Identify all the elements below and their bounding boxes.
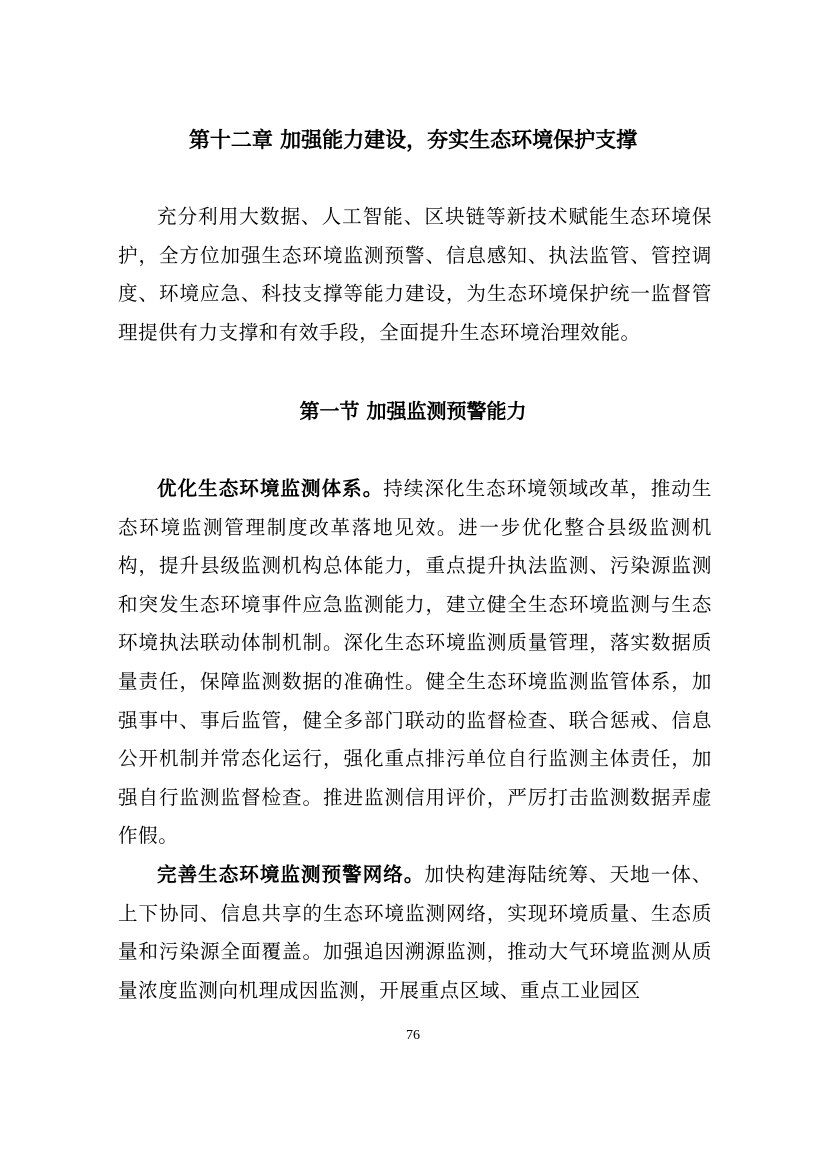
paragraph-lead: 完善生态环境监测预警网络。 — [157, 863, 425, 886]
body-paragraph — [118, 856, 712, 1010]
page-number: 76 — [406, 1028, 420, 1043]
paragraph-text: 持续深化生态环境领域改革，推动生态环境监测管理制度改革落地见效。进一步优化整合县级监测机构，提升县级监测机构总体能力，重点提升执法监测、污染源监测和突发生态环境事件应急监测能力，建立健全生态环境监测与生态环境执法联动体制机制。深化生态环境监测质量管理，落实数据质量责任，保障监测数据的准确性。健全生态环境监测监管体系，加强事中、事后监管，健全多部门联动的监督检查、联合惩戒、信息公开机制并常态化运行，强化重点排污单位自行监测主体责任，加强自行监测监督检查。推进监测信用评价，严厉打击监测数据弄虚作假。 — [118, 477, 712, 848]
intro-paragraph: 充分利用大数据、人工智能、区块链等新技术赋能生态环境保护，全方位加强生态环境监测预警、信息感知、执法监管、管控调度、环境应急、科技支撑等能力建设，为生态环境保护统一监督管理提供有力支撑和有效手段，全面提升生态环境治理效能。 — [118, 205, 712, 344]
paragraph-lead: 优化生态环境监测体系。 — [157, 477, 384, 500]
paragraph-text: 加快构建海陆统筹、天地一体、上下协同、信息共享的生态环境监测网络，实现环境质量、生态质量和污染源全面覆盖。加强追因溯源监测，推动大气环境监测从质量浓度监测向机理成因监测，开展重点区域、重点工业园区 — [118, 863, 712, 1002]
chapter-title: 第十二章 加强能力建设，夯实生态环境保护支撑 — [188, 127, 638, 152]
section-title: 第一节 加强监测预警能力 — [299, 399, 527, 423]
body-paragraph — [118, 470, 712, 856]
